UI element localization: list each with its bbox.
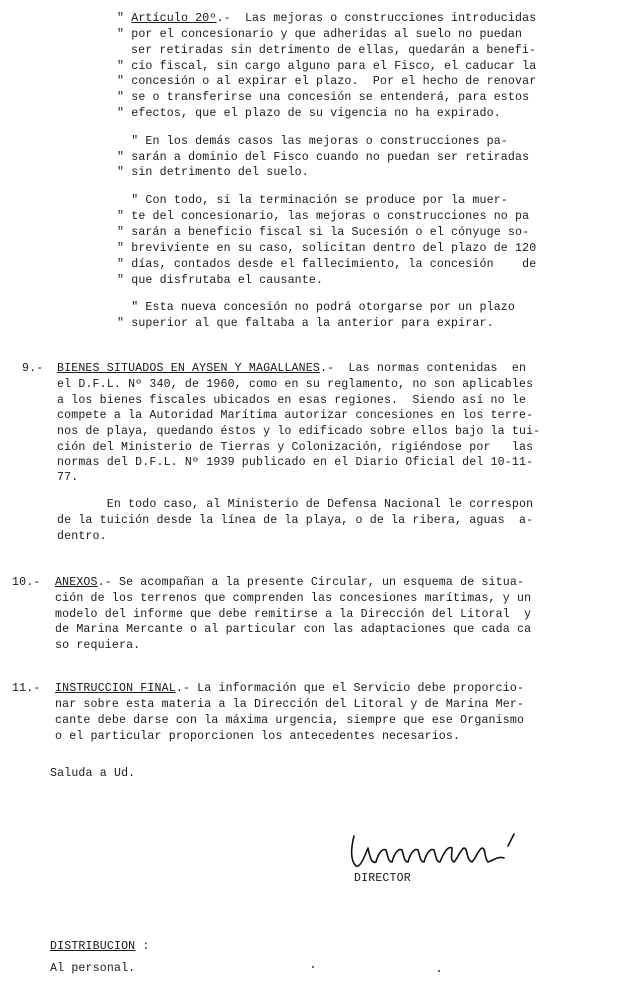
section-11-heading: INSTRUCCION FINAL <box>55 682 176 695</box>
article-20-para3-line: " sarán a beneficio fiscal si la Sucesión o el cónyuge so- <box>117 226 530 239</box>
article-20-para3-line: " Con todo, si la terminación se produce por la muer- <box>117 194 508 207</box>
article-20-para2-line: " sin detrimento del suelo. <box>117 166 309 179</box>
section-10-line: de Marina Mercante o al particular con las adaptaciones que cada ca <box>55 623 532 636</box>
section-9-line: compete a la Autoridad Marítima autorizar concesiones en los terre- <box>57 409 534 422</box>
section-9-para2-line: de la tuición desde la línea de la playa, o de la ribera, aguas a- <box>57 514 534 527</box>
section-9-line: a los bienes fiscales ubicados en esas regiones. Siendo así no le <box>57 394 527 407</box>
section-9-line: 77. <box>57 471 79 484</box>
article-20-line: " por el concesionario y que adheridas al suelo no puedan <box>117 28 523 41</box>
section-9-line-1-text: .- Las normas contenidas en <box>319 362 527 375</box>
section-10-line: modelo del informe que debe remitirse a la Dirección del Litoral y <box>55 608 532 621</box>
handwritten-signature <box>348 818 528 878</box>
section-11-line: nar sobre esta materia a la Dirección del Litoral y de Marina Mer- <box>55 698 525 711</box>
section-9-line: el D.F.L. Nº 340, de 1960, como en su reglamento, no son aplicables <box>57 378 534 391</box>
section-11-number: 11.- <box>12 682 41 695</box>
scan-speck <box>438 970 440 972</box>
section-10-number: 10.- <box>12 576 41 589</box>
section-9-line: nos de playa, quedando éstos y lo edificado sobre ellos bajo la tui- <box>57 425 541 438</box>
article-20-line: ser retiradas sin detrimento de ellas, quedarán a benefi- <box>131 44 537 57</box>
article-20-para3-line: " breviviente en su caso, solicitan dentro del plazo de 120 <box>117 242 537 255</box>
section-9-heading: BIENES SITUADOS EN AYSEN Y MAGALLANES <box>57 362 320 375</box>
distribution-heading-line <box>50 940 150 954</box>
section-10-line: ción de los terrenos que comprenden las concesiones marítimas, y un <box>55 592 532 605</box>
article-20-para2-line: " En los demás casos las mejoras o construcciones pa- <box>117 135 508 148</box>
distribution-heading: DISTRIBUCION <box>50 940 136 953</box>
article-20-para4-line: " Esta nueva concesión no podrá otorgarse por un plazo <box>117 301 516 314</box>
section-11-line: cante debe darse con la máxima urgencia, siempre que ese Organismo <box>55 714 525 727</box>
article-20-line: " efectos, que el plazo de su vigencia no ha expirado. <box>117 107 501 120</box>
section-11-line-1-text: .- La información que el Servicio debe proporcio- <box>175 682 525 695</box>
article-20-heading: Artículo 20º <box>131 12 217 25</box>
section-9-line: ción del Ministerio de Tierras y Colonización, rigiéndose por las <box>57 441 534 454</box>
article-20-line: " cio fiscal, sin cargo alguno para el Fisco, el caducar la <box>117 60 537 73</box>
section-10-line-1-text: .- Se acompañan a la presente Circular, un esquema de situa- <box>97 576 525 589</box>
article-20-para2-line: " sarán a dominio del Fisco cuando no puedan ser retiradas <box>117 151 530 164</box>
article-20-line-1 <box>117 12 536 26</box>
quote-mark: " <box>117 12 132 25</box>
distribution-heading-suffix: : <box>135 940 150 953</box>
article-20-para4-line: " superior al que faltaba a la anterior para expirar. <box>117 317 494 330</box>
article-20-line: " se o transferirse una concesión se entenderá, para estos <box>117 91 530 104</box>
signature-title: DIRECTOR <box>354 872 411 885</box>
section-9-line-1 <box>57 362 526 376</box>
article-20-para3-line: " que disfrutaba el causante. <box>117 274 324 287</box>
section-11-line: o el particular proporcionen los antecedentes necesarios. <box>55 730 461 743</box>
section-10-line: so requiera. <box>55 639 141 652</box>
article-20-para3-line: " días, contados desde el fallecimiento, la concesión de <box>117 258 537 271</box>
section-11-line-1 <box>55 682 524 696</box>
distribution-recipient: Al personal. <box>50 962 136 975</box>
scan-speck <box>312 966 314 968</box>
salutation: Saluda a Ud. <box>50 767 136 780</box>
article-20-para3-line: " te del concesionario, las mejoras o construcciones no pa <box>117 210 530 223</box>
section-9-para2-line: dentro. <box>57 530 107 543</box>
section-10-line-1 <box>55 576 524 590</box>
section-10-heading: ANEXOS <box>55 576 98 589</box>
section-9-para2-line: En todo caso, al Ministerio de Defensa Nacional le correspon <box>57 498 534 511</box>
article-20-line-1-text: .- Las mejoras o construcciones introducidas <box>216 12 537 25</box>
article-20-line: " concesión o al expirar el plazo. Por el hecho de renovar <box>117 75 537 88</box>
section-9-number: 9.- <box>22 362 44 375</box>
section-9-line: normas del D.F.L. Nº 1939 publicado en el Diario Oficial del 10-11- <box>57 456 534 469</box>
